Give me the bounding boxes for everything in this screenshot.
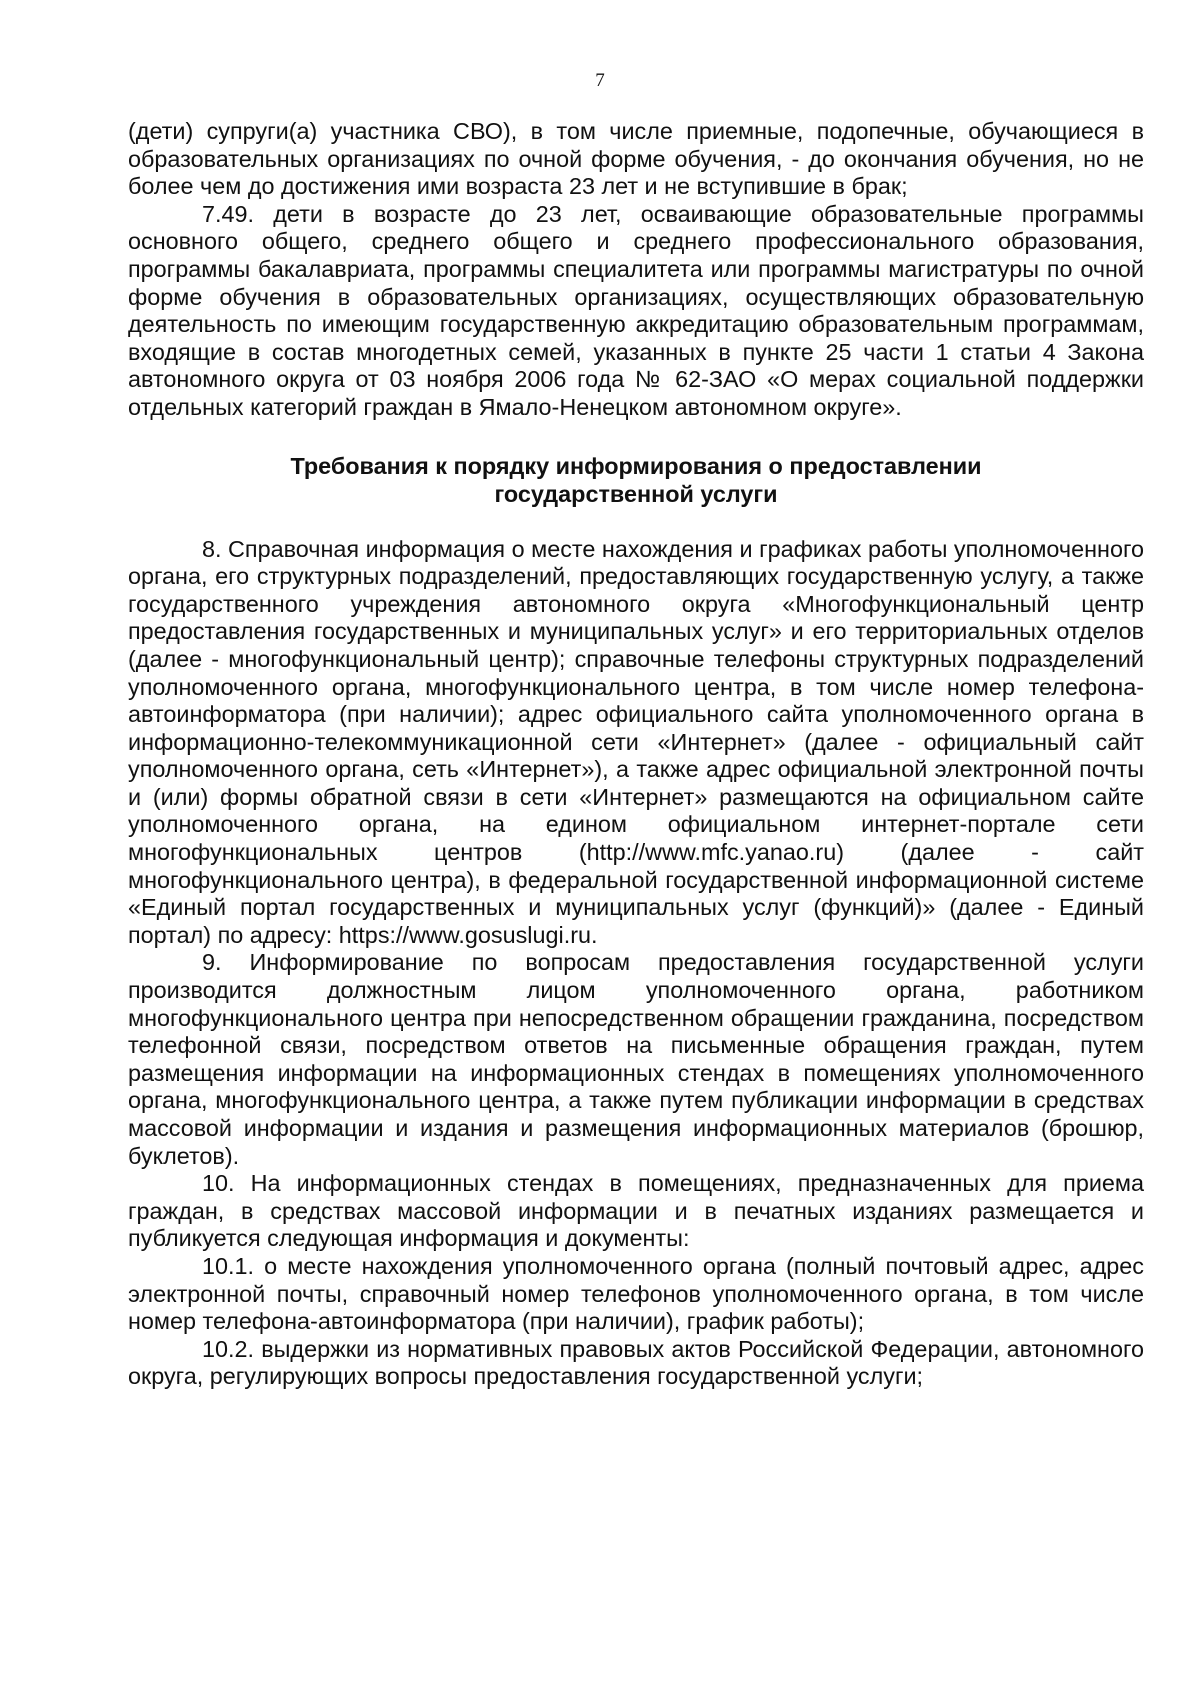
document-body: [128, 118, 1144, 1391]
paragraph-10-2: 10.2. выдержки из нормативных правовых актов Российской Федерации, автономного округа, регулирующих вопросы предоставления государственной услуги;: [128, 1335, 1144, 1390]
paragraph-10: 10. На информационных стендах в помещениях, предназначенных для приема граждан, в средствах массовой информации и в печатных изданиях размещается и публикуется следующая информация и документы:: [128, 1170, 1144, 1252]
paragraph-10-1: 10.1. о месте нахождения уполномоченного органа (полный почтовый адрес, адрес электронной почты, справочный номер телефонов уполномоченного органа, в том числе номер телефона-автоинформатора (при наличии), график работы);: [128, 1252, 1144, 1335]
paragraph-continuation: (дети) супруги(а) участника СВО), в том числе приемные, подопечные, обучающиеся в образовательных организациях по очной форме обучения, - до окончания обучения, но не более чем до достижения ими возраста 23 лет и не вступившие в брак;: [128, 118, 1144, 200]
paragraph-9: 9. Информирование по вопросам предоставления государственной услуги производится должностным лицом уполномоченного органа, работником многофункционального центра при непосредственном обращении гражданина, посредством телефонной связи, посредством ответов на письменные обращения граждан, путем размещения информации на информационных стендах в помещениях уполномоченного органа, многофункционального центра, а также путем публикации информации в средствах массовой информации и издания и размещения информационных материалов (брошюр, буклетов).: [128, 949, 1144, 1169]
section-heading-line-2: государственной услуги: [494, 480, 778, 507]
section-heading: [128, 452, 1144, 508]
paragraph-7-49: 7.49. дети в возрасте до 23 лет, осваивающие образовательные программы основного общего, среднего общего и среднего профессионального образования, программы бакалавриата, программы специалитета или программы магистратуры по очной форме обучения в образовательных организациях, осуществляющих образовательную деятельность по имеющим государственную аккредитацию образовательным программам, входящие в состав многодетных семей, указанных в пункте 25 части 1 статьи 4 Закона автономного округа от 03 ноября 2006 года № 62-ЗАО «О мерах социальной поддержки отдельных категорий граждан в Ямало-Ненецком автономном округе».: [128, 200, 1144, 420]
paragraph-8: 8. Справочная информация о месте нахождения и графиках работы уполномоченного органа, его структурных подразделений, предоставляющих государственную услугу, а также государственного учреждения автономного округа «Многофункциональный центр предоставления государственных и муниципальных услуг» и его территориальных отделов (далее - многофункциональный центр); справочные телефоны структурных подразделений уполномоченного органа, многофункционального центра, в том числе номер телефона-автоинформатора (при наличии); адрес официального сайта уполномоченного органа в информационно-телекоммуникационной сети «Интернет» (далее - официальный сайт уполномоченного органа, сеть «Интернет»), а также адрес официальной электронной почты и (или) формы обратной связи в сети «Интернет» размещаются на официальном сайте уполномоченного органа, на едином официальном интернет-портале сети многофункциональных центров (http://www.mfc.yanao.ru) (далее - сайт многофункционального центра), в федеральной государственной информационной системе «Единый портал государственных и муниципальных услуг (функций)» (далее - Единый портал) по адресу: https://www.gosuslugi.ru.: [128, 535, 1144, 948]
page-number: 7: [595, 70, 605, 91]
section-heading-line-1: Требования к порядку информирования о предоставлении: [290, 452, 982, 479]
